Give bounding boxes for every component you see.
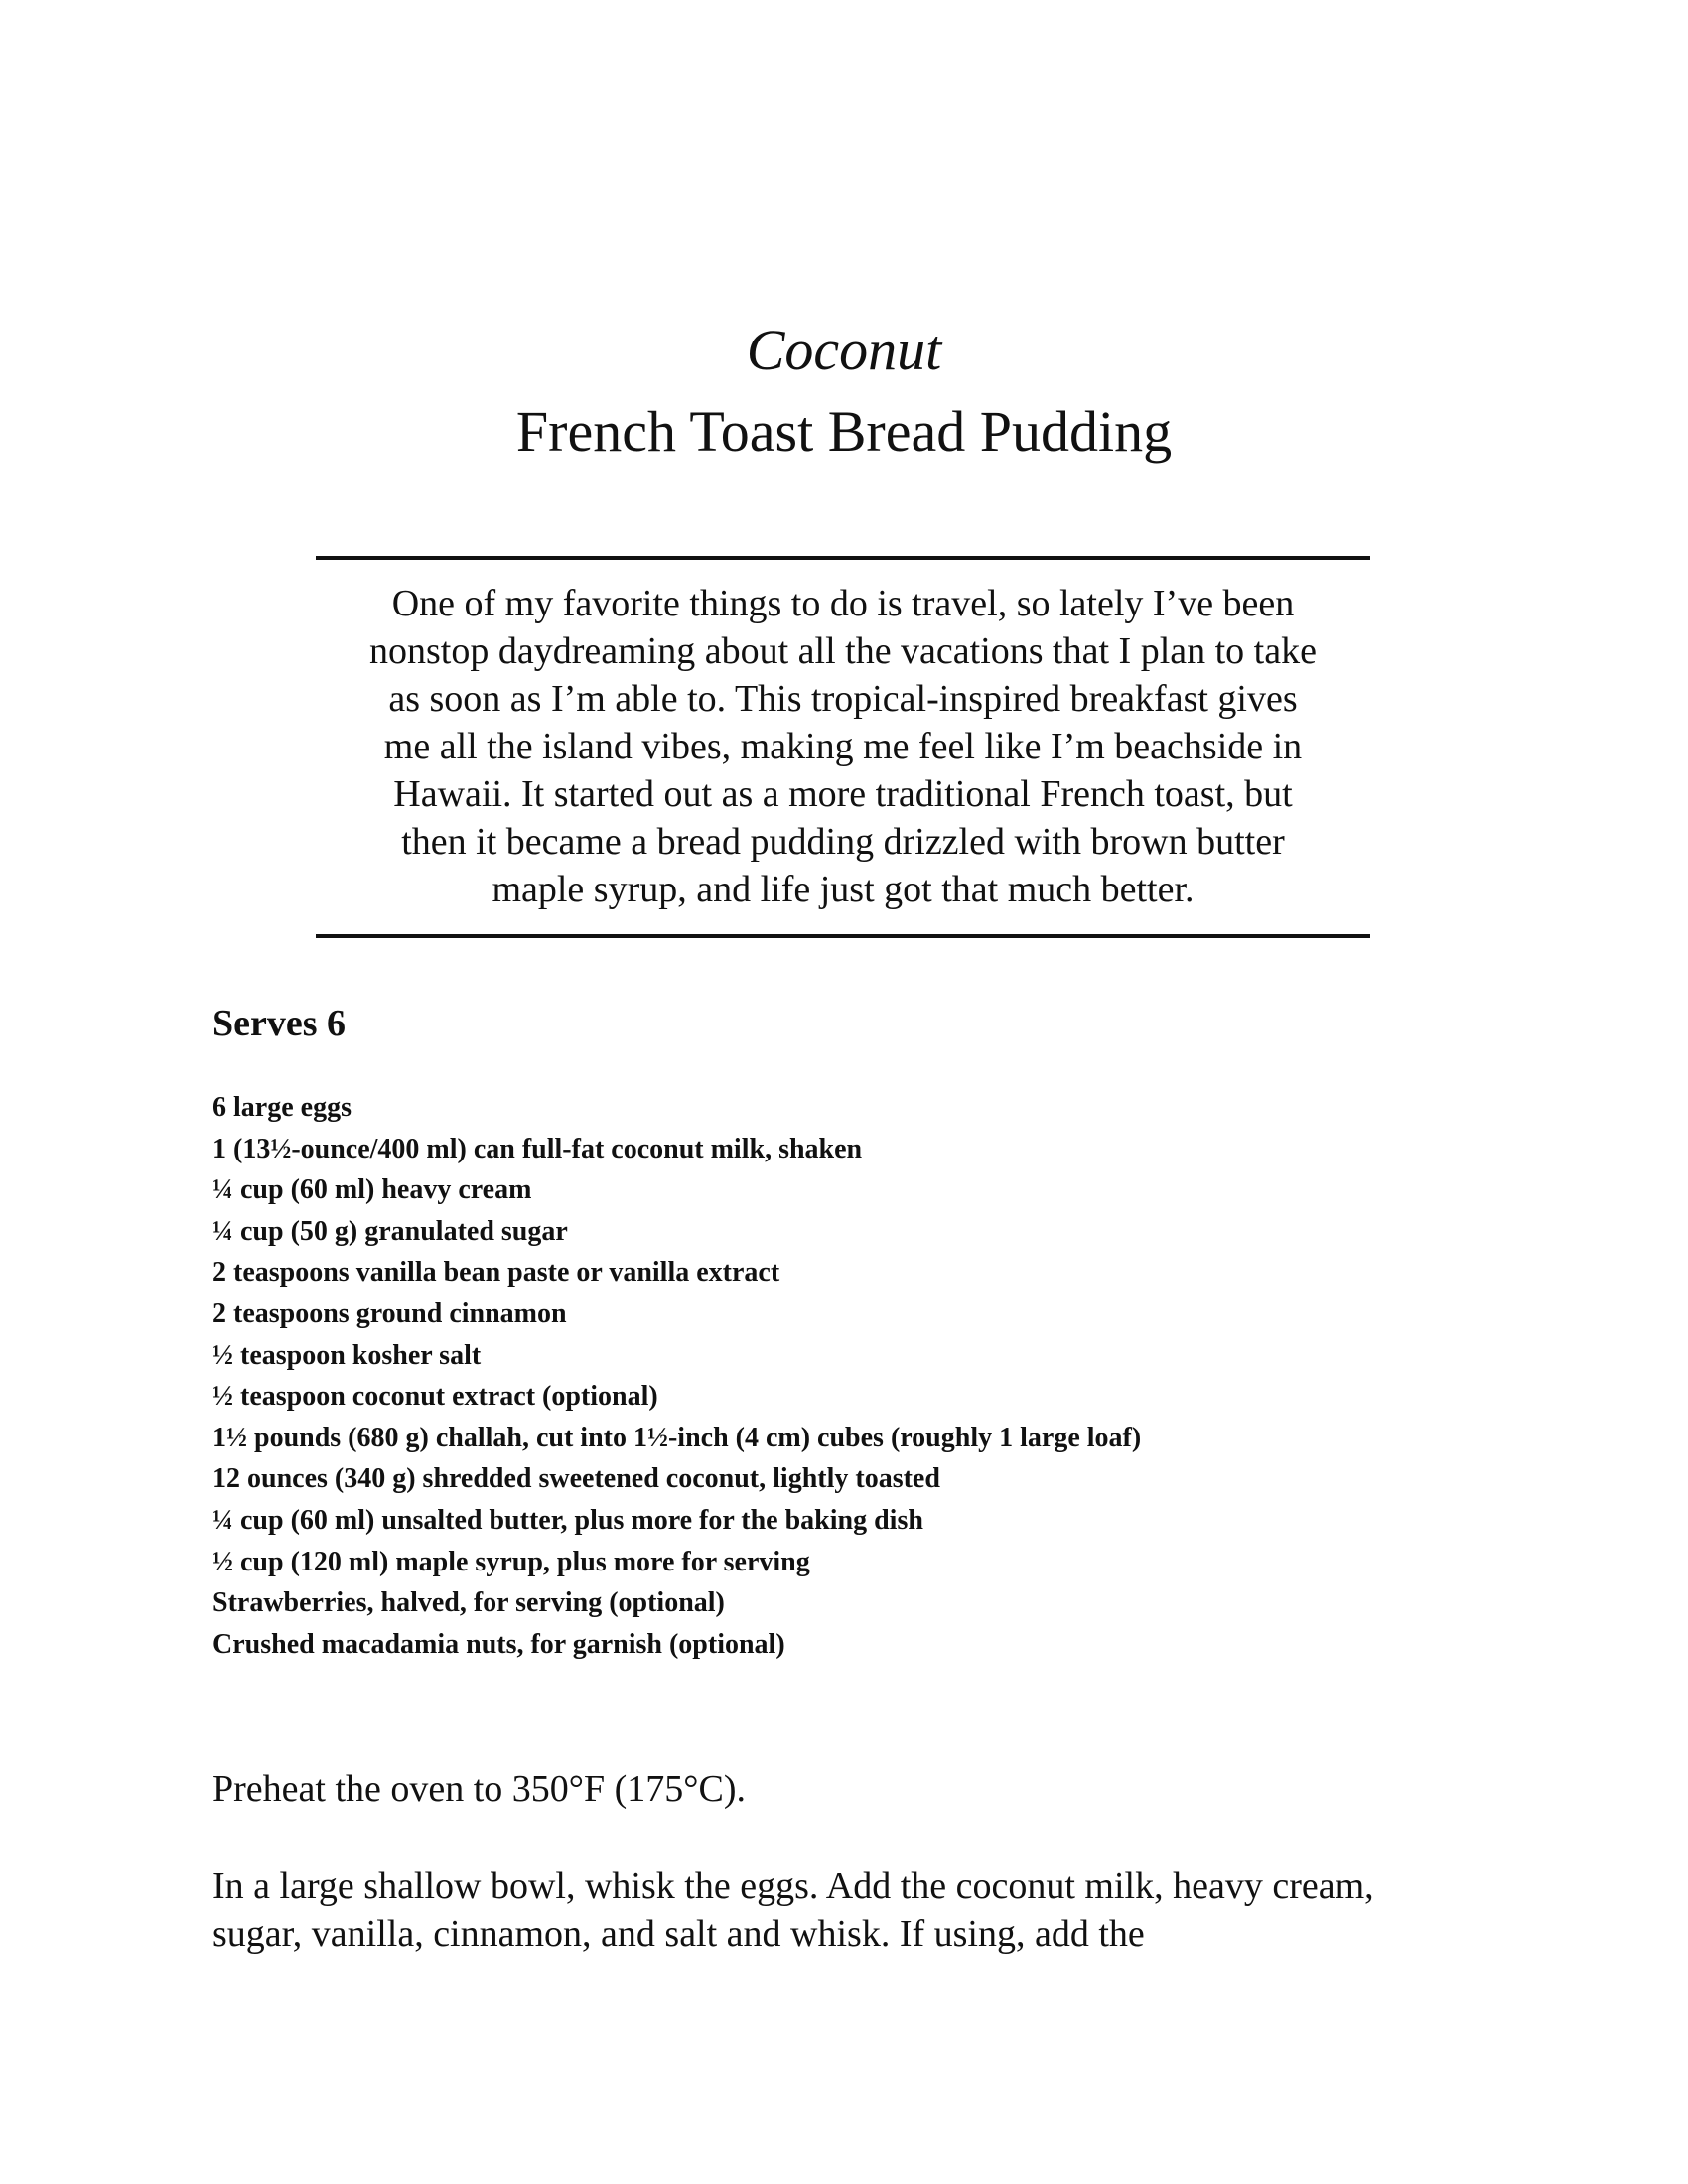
serves-heading: Serves 6 (212, 1003, 347, 1044)
ingredient-item: 12 ounces (340 g) shredded sweetened coconut, lightly toasted (212, 1463, 940, 1495)
divider-top (316, 556, 1370, 560)
intro-line: One of my favorite things to do is travel, so lately I’ve been (391, 583, 1295, 624)
ingredient-item: 1 (13½-ounce/400 ml) can full-fat coconut milk, shaken (212, 1133, 863, 1164)
ingredient-item: ½ teaspoon kosher salt (212, 1339, 482, 1371)
intro-line: as soon as I’m able to. This tropical-inspired breakfast gives (388, 678, 1298, 720)
intro-line: Hawaii. It started out as a more traditional French toast, but (393, 773, 1293, 815)
intro-line: maple syrup, and life just got that much better. (492, 869, 1195, 910)
intro-paragraph (316, 580, 1370, 913)
ingredient-item: ½ teaspoon coconut extract (optional) (212, 1381, 658, 1413)
intro-line: then it became a bread pudding drizzled with brown butter (401, 821, 1285, 863)
ingredient-item: 6 large eggs (212, 1092, 352, 1123)
ingredient-item: ¼ cup (50 g) granulated sugar (212, 1215, 568, 1247)
instruction-step: Preheat the oven to 350°F (175°C). (212, 1768, 746, 1810)
ingredient-item: 1½ pounds (680 g) challah, cut into 1½-inch (4 cm) cubes (roughly 1 large loaf) (212, 1422, 1142, 1453)
ingredient-item: ¼ cup (60 ml) heavy cream (212, 1174, 532, 1206)
recipe-title-italic: Coconut (746, 318, 942, 382)
divider-bottom (316, 934, 1370, 938)
intro-line: me all the island vibes, making me feel like I’m beachside in (383, 726, 1303, 767)
ingredient-item: Strawberries, halved, for serving (optional) (212, 1587, 725, 1619)
ingredient-list (212, 1087, 1141, 1665)
intro-line: nonstop daydreaming about all the vacations that I plan to take (369, 630, 1317, 672)
ingredient-item: ¼ cup (60 ml) unsalted butter, plus more for the baking dish (212, 1504, 923, 1536)
instruction-step: In a large shallow bowl, whisk the eggs. Add the coconut milk, heavy cream, sugar, vanilla, cinnamon, and salt and whisk. If using, add the (212, 1865, 1374, 1955)
ingredient-item: 2 teaspoons ground cinnamon (212, 1297, 567, 1329)
ingredient-item: Crushed macadamia nuts, for garnish (optional) (212, 1628, 785, 1660)
ingredient-item: ½ cup (120 ml) maple syrup, plus more for serving (212, 1546, 810, 1577)
recipe-title: French Toast Bread Pudding (515, 399, 1173, 464)
ingredient-item: 2 teaspoons vanilla bean paste or vanilla extract (212, 1257, 780, 1289)
